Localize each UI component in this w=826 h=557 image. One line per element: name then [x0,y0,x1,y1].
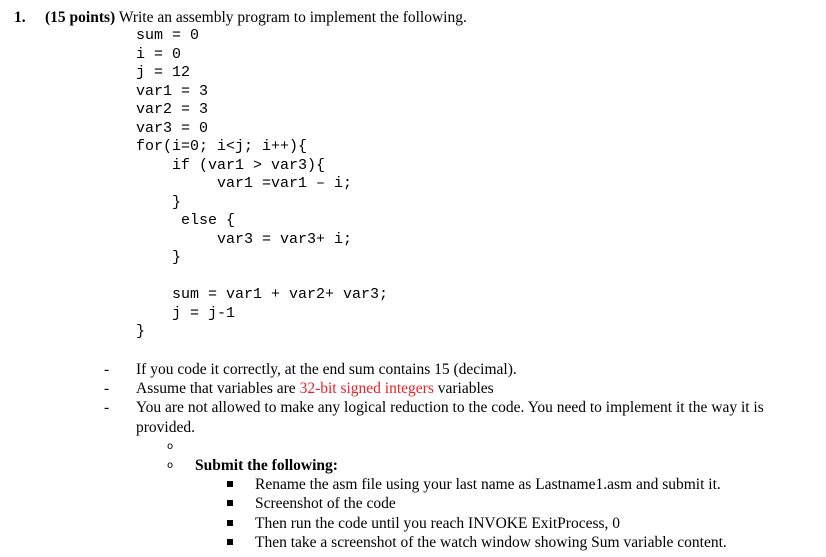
code-line: } [136,323,146,340]
submit-item-text: Screenshot of the code [255,495,396,513]
code-line: sum = 0 [136,27,200,44]
question-prompt: Write an assembly program to implement the following. [118,9,467,26]
bullet-dash: - [104,399,110,417]
submit-item [0,475,826,494]
sub-item-empty [0,437,826,456]
code-line: sum = var1 + var2+ var3; [136,286,389,303]
question-header [14,8,467,27]
square-bullet-icon [227,520,233,526]
bullet-text: You are not allowed to make any logical reduction to the code. You need to implement it the way it is provided. [136,399,764,436]
code-line: for(i=0; i<j; i++){ [136,138,308,155]
sub-item-submit [0,456,826,475]
question-points: (15 points) [45,9,116,26]
submit-item-text: Then run the code until you reach INVOKE ExitProcess, 0 [255,514,621,532]
bullet-item [0,360,806,379]
circle-bullet-icon: o [167,460,174,471]
bullet-dash: - [104,380,110,398]
submit-item [0,514,826,533]
submit-item-text: Then take a screenshot of the watch window showing Sum variable content. [255,533,727,551]
question-number: 1. [14,9,26,26]
bullet-text: variables [433,380,494,398]
bullet-item [0,379,806,398]
bullet-dash: - [104,361,110,378]
code-block [136,27,388,342]
code-line: } [136,193,182,211]
code-line: j = 12 [136,64,191,81]
square-bullet-icon [227,500,233,506]
code-line: if (var1 > var3){ [136,156,326,174]
square-bullet-icon [227,539,233,545]
instructions-list [0,360,826,552]
bullet-item [0,398,806,436]
code-line: var3 = var3+ i; [136,230,353,248]
code-line: var2 = 3 [136,101,209,118]
code-line: var3 = 0 [136,119,209,137]
square-bullet-icon [227,481,233,487]
bullet-text: Assume that variables are [136,380,300,398]
circle-bullet-icon: o [167,440,174,452]
code-line: j = j-1 [136,304,236,322]
submit-item [0,494,826,513]
submit-item [0,533,826,552]
submit-heading: Submit the following: [195,457,338,474]
code-line: var1 =var1 – i; [136,175,353,192]
code-line: else { [136,212,236,229]
code-line: var1 = 3 [136,82,209,100]
code-line: } [136,249,182,266]
bullet-text: If you code it correctly, at the end sum contains 15 (decimal). [136,361,517,378]
submit-item-text: Rename the asm file using your last name as Lastname1.asm and submit it. [255,476,721,494]
code-line [136,268,388,287]
code-line: i = 0 [136,45,182,63]
highlighted-text: 32-bit signed integers [299,380,434,398]
